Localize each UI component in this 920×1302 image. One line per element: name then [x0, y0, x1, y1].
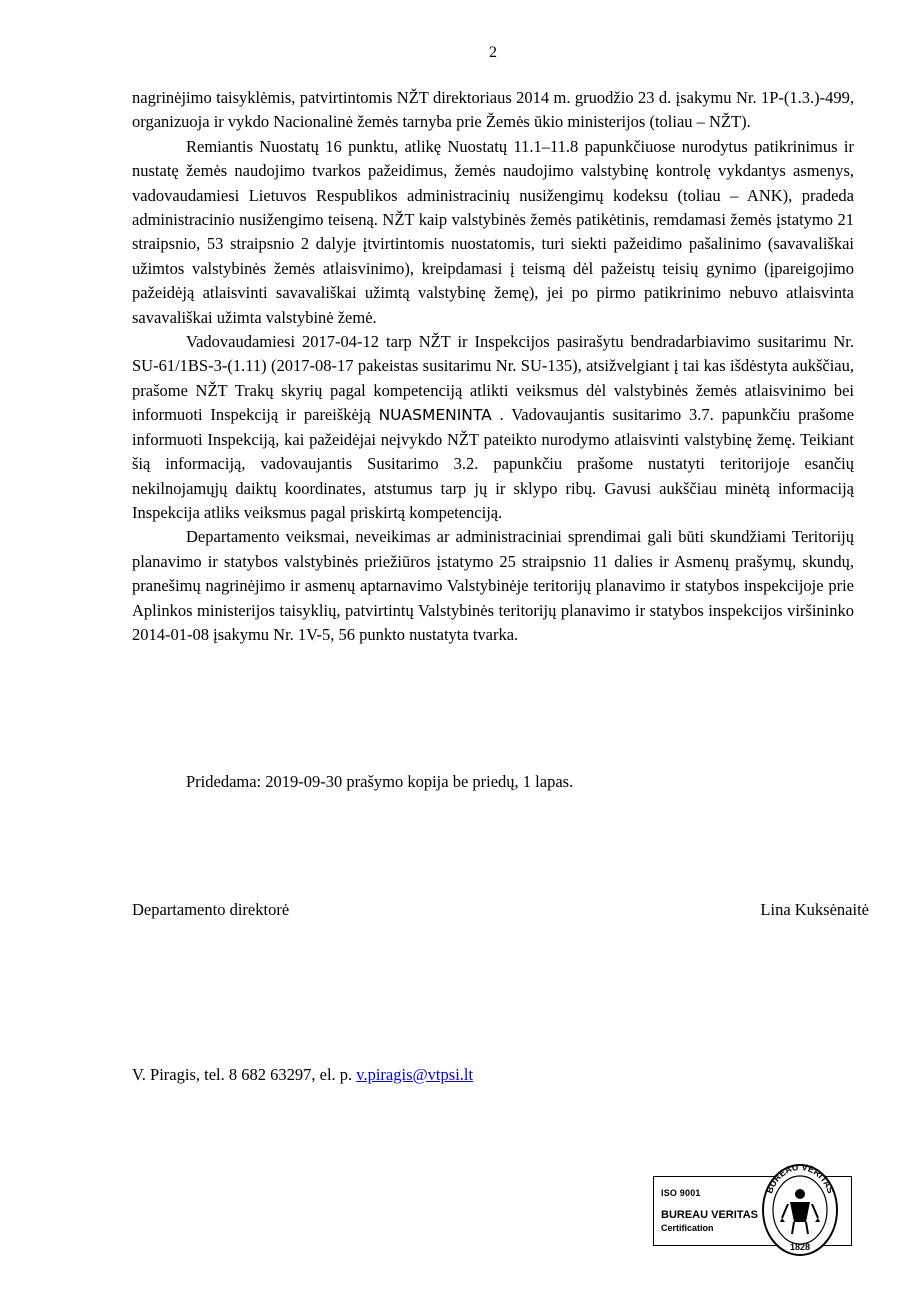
redacted-name: NUASMENINTA	[378, 406, 492, 425]
paragraph-regulations: Remiantis Nuostatų 16 punktu, atlikę Nuostatų 11.1–11.8 papunkčiuose nurodytus patikrinimus ir nustatę žemės naudojimo tvarkos pažeidimus, žemės naudojimo valstybinę kontrolę vykdantys asmenys, vadovaudamiesi Lietuvos Respublikos administracinių nusižengimų kodeksu (toliau – ANK), pradeda administracinio nusižengimo teiseną. NŽT kaip valstybinės žemės patikėtinis, remdamasi žemės įstatymo 21 straipsnio, 53 straipsnio 2 dalyje įtvirtintomis nuostatomis, turi siekti pažeidimo pašalinimo (savavališkai užimtos valstybinės žemės atlaisvinimo), kreipdamasi į teismą dėl pažeistų teisių gynimo (įpareigojimo pažeidėją atlaisvinti savavališkai užimtą valstybinę žemę), jei po pirmo patikrinimo nebuvo atlaisvinta savavališkai užimta valstybinė žemė.	[132, 136, 854, 327]
paragraph-agreement	[132, 330, 854, 525]
paragraph-agreement-text: Vadovaudamiesi 2017-04-12 tarp NŽT ir Inspekcijos pasirašytu bendradarbiavimo susitarimu Nr. SU-61/1BS-3-(1.11) (2017-08-17 pakeistas susitarimu Nr. SU-135), atsižvelgiant į tai kas išdėstyta aukščiau, prašome NŽT Trakų skyrių pagal kompetenciją atlikti veiksmus dėl valstybinės žemės atlaisvinimo bei informuoti Inspekciją ir pareiškėją	[132, 332, 854, 425]
seal-arc-text: BUREAU VERITAS	[764, 1161, 836, 1195]
certifier-name: BUREAU VERITAS	[661, 1209, 758, 1221]
iso-label: ISO 9001	[661, 1188, 701, 1198]
paragraph-agreement-text-cont: . Vadovaujantis susitarimo 3.7. papunkčiu prašome informuoti Inspekciją, kai pažeidėjai neįvykdo NŽT pateikto nurodymo atlaisvinti valstybinę žemę. Teikiant šią informaciją, vadovaujantis Susitarimo 3.2. papunkčiu prašome nustatyti teritorijoje esančių nekilnojamųjų daiktų koordinates, atstumus tarp jų ir sklypo ribų. Gavusi aukščiau minėtą informaciją Inspekcija atliks veiksmus pagal priskirtą kompetenciją.	[132, 405, 855, 522]
signatory-name: Lina Kuksėnaitė	[760, 900, 869, 919]
page-number: 2	[489, 44, 497, 61]
paragraph-appeal: Departamento veiksmai, neveikimas ar administraciniai sprendimai gali būti skundžiami Teritorijų planavimo ir statybos valstybinės priežiūros įstatymo 25 straipsnio 11 dalies ir Asmenų prašymų, skundų, pranešimų nagrinėjimo ir asmenų aptarnavimo Valstybinėje teritorijų planavimo ir statybos inspekcijoje prie Aplinkos ministerijos taisyklių, patvirtintų Valstybinės teritorijų planavimo ir statybos inspekcijos viršininko 2014-01-08 įsakymu Nr. 1V-5, 56 punkto nustatyta tvarka.	[132, 527, 854, 644]
certification-label: Certification	[661, 1223, 714, 1233]
seal-year: 1828	[789, 1242, 811, 1252]
attachment-note: Pridedama: 2019-09-30 prašymo kopija be priedų, 1 lapas.	[186, 772, 574, 791]
signatory-title: Departamento direktorė	[132, 900, 290, 919]
letter-body	[132, 86, 854, 647]
contact-line	[132, 1063, 473, 1087]
bureau-veritas-seal-icon	[760, 1160, 840, 1258]
contact-text: V. Piragis, tel. 8 682 63297, el. p.	[132, 1065, 353, 1084]
paragraph-rules: nagrinėjimo taisyklėmis, patvirtintomis NŽT direktoriaus 2014 m. gruodžio 23 d. įsakymu Nr. 1P-(1.3.)-499, organizuoja ir vykdo Nacionalinė žemės tarnyba prie Žemės ūkio ministerijos (toliau – NŽT).	[132, 88, 854, 132]
email-link[interactable]: v.piragis@vtpsi.lt	[356, 1065, 474, 1084]
